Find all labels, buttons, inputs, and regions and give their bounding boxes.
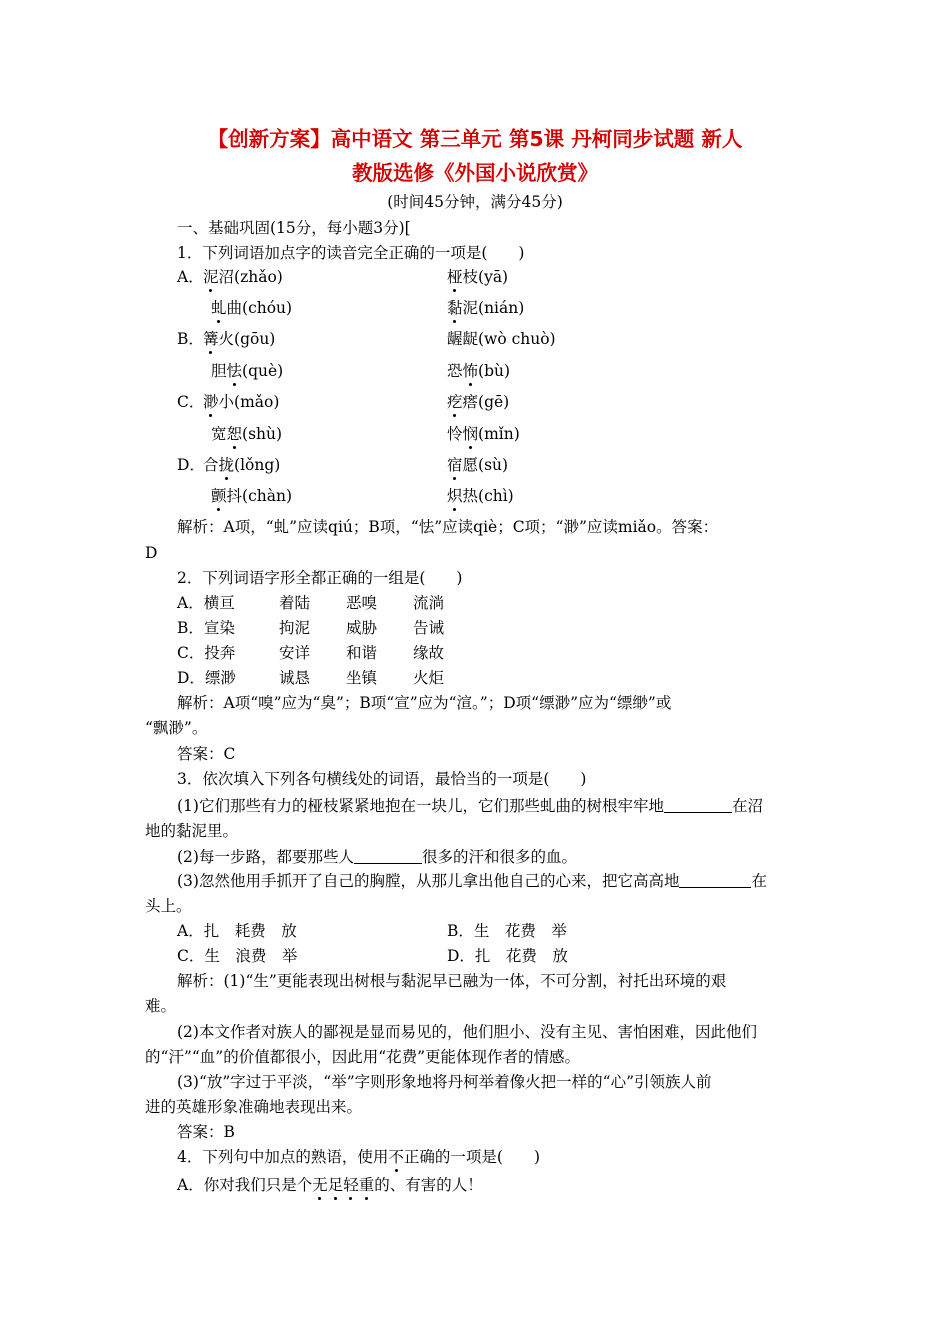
q1-option-b-word1: 篝火(gōu) bbox=[203, 330, 276, 348]
q2-row-c-c2: 安详 bbox=[279, 644, 311, 662]
doc-subtitle: (时间45分钟，满分45分) bbox=[387, 193, 563, 211]
q3-answer: 答案：B bbox=[177, 1123, 235, 1141]
q2-row-d-c1: D．缥渺 bbox=[177, 669, 236, 687]
q2-row-b-c2: 拘泥 bbox=[279, 619, 311, 637]
q2-row-b-c3: 威胁 bbox=[346, 619, 378, 637]
q3-analysis3-line2: 进的英雄形象准确地表现出来。 bbox=[145, 1098, 363, 1116]
q3-stem: 3．依次填入下列各句横线处的词语，最恰当的一项是( ) bbox=[177, 770, 587, 788]
q3-sentence3: (3)忽然他用手抓开了自己的胸膛，从那儿拿出他自己的心来，把它高高地 在 bbox=[177, 872, 767, 890]
q2-row-d-c4: 火炬 bbox=[413, 669, 445, 687]
q2-row-c-c3: 和谐 bbox=[346, 644, 378, 662]
q1-option-b-word2: 龌龊(wò chuò) bbox=[447, 330, 556, 348]
q2-row-a-c4: 流淌 bbox=[413, 594, 445, 612]
q1-option-d-word4: 炽热(chì) bbox=[447, 487, 514, 505]
q3-option-b: B．生 花费 举 bbox=[447, 922, 567, 940]
q1-option-c-word2: 疙瘩(gē) bbox=[447, 393, 510, 411]
q1-option-c-word1: 渺小(mǎo) bbox=[203, 393, 280, 411]
q1-option-a-word4: 黏泥(nián) bbox=[447, 299, 525, 317]
q2-row-b-c4: 告诫 bbox=[413, 619, 445, 637]
q3-analysis1-line2: 难。 bbox=[145, 997, 177, 1015]
q2-analysis-line2: “飘渺”。 bbox=[145, 719, 208, 737]
q1-option-d-word3: 颤抖(chàn) bbox=[211, 487, 292, 505]
q2-answer: 答案：C bbox=[177, 745, 236, 763]
q3-blank2 bbox=[354, 847, 422, 864]
q2-stem: 2．下列词语字形全都正确的一组是( ) bbox=[177, 569, 463, 587]
q2-row-a-c2: 着陆 bbox=[279, 594, 311, 612]
doc-title-line1: 【创新方案】高中语文 第三单元 第5课 丹柯同步试题 新人 bbox=[207, 127, 743, 151]
q1-option-d-word1: 合拢(lǒng) bbox=[203, 456, 281, 474]
q1-option-c-label: C． bbox=[177, 393, 205, 411]
q3-blank3 bbox=[679, 871, 751, 888]
q1-option-a-word1: 泥沼(zhǎo) bbox=[203, 268, 283, 286]
q3-sentence1-cont: 地的黏泥里。 bbox=[145, 822, 239, 840]
q3-analysis1-line1: 解析：(1)“生”更能表现出树根与黏泥早已融为一体，不可分割，衬托出环境的艰 bbox=[177, 972, 727, 990]
q1-option-b-label: B． bbox=[177, 330, 204, 348]
q2-row-a-c1: A．横亘 bbox=[177, 594, 235, 612]
q3-analysis2-line1: (2)本文作者对族人的鄙视是显而易见的，他们胆小、没有主见、害怕困难，因此他们 bbox=[177, 1023, 757, 1041]
q1-option-b-word3: 胆怯(què) bbox=[211, 362, 284, 380]
q1-option-a-word2: 桠枝(yā) bbox=[447, 268, 509, 286]
q2-row-c-c1: C．投奔 bbox=[177, 644, 236, 662]
q4-stem: 4．下列句中加点的熟语，使用不正确的一项是( ) bbox=[177, 1148, 540, 1166]
q1-answer: D bbox=[145, 544, 158, 562]
q4-option-a-idiom: 无足轻重 bbox=[312, 1176, 375, 1194]
q1-option-a-word3: 虬曲(chóu) bbox=[211, 299, 293, 317]
q1-option-c-word4: 怜悯(mǐn) bbox=[447, 425, 520, 443]
q1-option-d-label: D． bbox=[177, 456, 205, 474]
q1-option-c-word3: 宽恕(shù) bbox=[211, 425, 283, 443]
q2-row-a-c3: 恶嗅 bbox=[346, 594, 378, 612]
q1-analysis: 解析：A项，“虬”应读qiú；B项，“怯”应读qiè；C项；“渺”应读miǎo。答案： bbox=[177, 518, 719, 536]
q3-analysis2-line2: 的“汗”“血”的价值都很小，因此用“花费”更能体现作者的情感。 bbox=[145, 1048, 581, 1066]
q2-row-d-c3: 坐镇 bbox=[346, 669, 378, 687]
q3-analysis3-line1: (3)“放”字过于平淡，“举”字则形象地将丹柯举着像火把一样的“心”引领族人前 bbox=[177, 1073, 712, 1091]
q1-stem: 1．下列词语加点字的读音完全正确的一项是( ) bbox=[177, 244, 525, 262]
q3-sentence3-cont: 头上。 bbox=[145, 897, 192, 915]
q3-option-a: A．扎 耗费 放 bbox=[177, 922, 297, 940]
q1-option-a-label: A． bbox=[177, 268, 204, 286]
q1-option-b-word4: 恐怖(bù) bbox=[447, 362, 511, 380]
q3-sentence2: (2)每一步路，都要那些人 很多的汗和很多的血。 bbox=[177, 848, 577, 866]
q1-option-d-word2: 宿愿(sù) bbox=[447, 456, 509, 474]
q3-option-d: D．扎 花费 放 bbox=[447, 947, 568, 965]
section-heading: 一、基础巩固(15分，每小题3分)[ bbox=[177, 219, 411, 237]
q3-blank1 bbox=[664, 796, 732, 813]
q2-row-d-c2: 诚恳 bbox=[279, 669, 311, 687]
doc-title-line2: 教版选修《外国小说欣赏》 bbox=[352, 161, 598, 185]
q2-row-b-c1: B．宣染 bbox=[177, 619, 235, 637]
q4-option-a: A．你对我们只是个无足轻重的、有害的人！ bbox=[177, 1176, 483, 1194]
q2-analysis-line1: 解析：A项“嗅”应为“臭”；B项“宣”应为“渲。”；D项“缥渺”应为“缥缈”或 bbox=[177, 694, 672, 712]
q2-row-c-c4: 缘故 bbox=[413, 644, 445, 662]
q3-option-c: C．生 浪费 举 bbox=[177, 947, 298, 965]
q3-sentence1: (1)它们那些有力的桠枝紧紧地抱在一块儿，它们那些虬曲的树根牢牢地 在沼 bbox=[177, 797, 763, 815]
